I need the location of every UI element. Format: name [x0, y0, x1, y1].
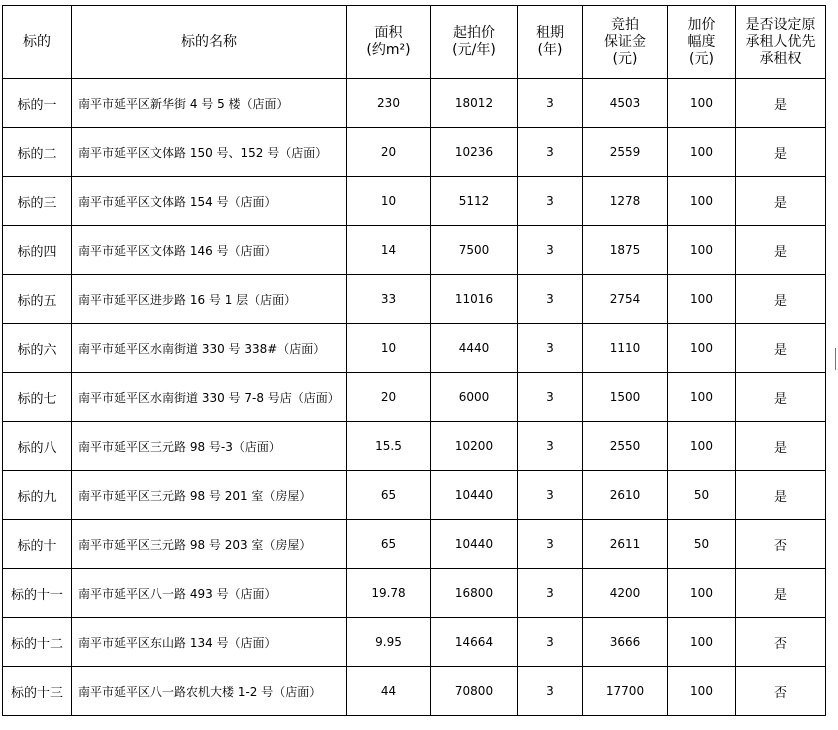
- term-cell: 3: [518, 520, 583, 569]
- header-area: [347, 6, 431, 79]
- priority-cell: 是: [736, 422, 826, 471]
- name-cell: 南平市延平区文体路 146 号（店面）: [72, 226, 347, 275]
- name-cell: 南平市延平区进步路 16 号 1 层（店面）: [72, 275, 347, 324]
- header-term-line-1: 租期: [536, 25, 564, 41]
- header-lot: [3, 6, 72, 79]
- header-increment-line-2: 幅度: [687, 33, 716, 50]
- table-row: [3, 79, 826, 128]
- name-cell: 南平市延平区三元路 98 号 201 室（房屋）: [72, 471, 347, 520]
- header-deposit: [583, 6, 668, 79]
- start-price-cell: 18012: [431, 79, 518, 128]
- header-deposit-line-1: 竞拍: [611, 16, 639, 33]
- area-cell: 19.78: [347, 569, 431, 618]
- name-cell: 南平市延平区东山路 134 号（店面）: [72, 618, 347, 667]
- table-row: [3, 520, 826, 569]
- name-cell: 南平市延平区三元路 98 号-3（店面）: [72, 422, 347, 471]
- name-cell: 南平市延平区三元路 98 号 203 室（房屋）: [72, 520, 347, 569]
- priority-cell: 否: [736, 667, 826, 716]
- lot-cell: 标的四: [3, 226, 72, 275]
- priority-cell: 是: [736, 471, 826, 520]
- name-cell: 南平市延平区水南街道 330 号 338#（店面）: [72, 324, 347, 373]
- term-cell: 3: [518, 471, 583, 520]
- header-priority-line-2: 承租人优先: [745, 33, 816, 50]
- increment-cell: 100: [668, 177, 736, 226]
- lot-cell: 标的三: [3, 177, 72, 226]
- header-lot-text: 标的: [23, 33, 51, 50]
- name-cell: 南平市延平区文体路 154 号（店面）: [72, 177, 347, 226]
- deposit-cell: 2550: [583, 422, 668, 471]
- term-cell: 3: [518, 128, 583, 177]
- increment-cell: 100: [668, 569, 736, 618]
- area-cell: 20: [347, 373, 431, 422]
- priority-cell: 是: [736, 226, 826, 275]
- name-cell: 南平市延平区水南街道 330 号 7-8 号店（店面）: [72, 373, 347, 422]
- lot-cell: 标的十三: [3, 667, 72, 716]
- lot-cell: 标的五: [3, 275, 72, 324]
- table-row: [3, 471, 826, 520]
- area-cell: 65: [347, 471, 431, 520]
- term-cell: 3: [518, 422, 583, 471]
- area-cell: 15.5: [347, 422, 431, 471]
- area-cell: 33: [347, 275, 431, 324]
- term-cell: 3: [518, 324, 583, 373]
- increment-cell: 100: [668, 422, 736, 471]
- increment-cell: 100: [668, 226, 736, 275]
- header-deposit-line-3: (元): [612, 50, 638, 67]
- increment-cell: 50: [668, 520, 736, 569]
- header-increment-line-1: 加价: [687, 16, 716, 33]
- header-priority: [736, 6, 826, 79]
- priority-cell: 是: [736, 569, 826, 618]
- header-start-price: [431, 6, 518, 79]
- term-cell: 3: [518, 569, 583, 618]
- increment-cell: 100: [668, 128, 736, 177]
- deposit-cell: 1110: [583, 324, 668, 373]
- lot-cell: 标的十: [3, 520, 72, 569]
- deposit-cell: 4503: [583, 79, 668, 128]
- table-row: [3, 226, 826, 275]
- start-price-cell: 14664: [431, 618, 518, 667]
- lot-cell: 标的九: [3, 471, 72, 520]
- lot-cell: 标的十一: [3, 569, 72, 618]
- increment-cell: 100: [668, 373, 736, 422]
- lot-cell: 标的十二: [3, 618, 72, 667]
- start-price-cell: 11016: [431, 275, 518, 324]
- header-deposit-line-2: 保证金: [604, 33, 646, 50]
- priority-cell: 是: [736, 79, 826, 128]
- term-cell: 3: [518, 177, 583, 226]
- area-cell: 65: [347, 520, 431, 569]
- start-price-cell: 10200: [431, 422, 518, 471]
- term-cell: 3: [518, 79, 583, 128]
- deposit-cell: 1278: [583, 177, 668, 226]
- header-area-line-2: (约m²): [366, 42, 411, 58]
- priority-cell: 是: [736, 128, 826, 177]
- priority-cell: 是: [736, 373, 826, 422]
- deposit-cell: 2559: [583, 128, 668, 177]
- lot-cell: 标的七: [3, 373, 72, 422]
- table-body: [3, 79, 826, 716]
- start-price-cell: 6000: [431, 373, 518, 422]
- area-cell: 9.95: [347, 618, 431, 667]
- term-cell: 3: [518, 226, 583, 275]
- auction-table: [2, 5, 826, 716]
- term-cell: 3: [518, 373, 583, 422]
- header-name: [72, 6, 347, 79]
- deposit-cell: 1875: [583, 226, 668, 275]
- lot-cell: 标的一: [3, 79, 72, 128]
- table-row: [3, 569, 826, 618]
- increment-cell: 100: [668, 275, 736, 324]
- header-term-line-2: (年): [537, 42, 563, 58]
- header-priority-line-3: 承租权: [759, 50, 802, 67]
- header-start-price-line-2: (元/年): [452, 42, 496, 58]
- area-cell: 10: [347, 177, 431, 226]
- header-increment-line-3: (元): [689, 50, 714, 67]
- deposit-cell: 3666: [583, 618, 668, 667]
- table-row: [3, 177, 826, 226]
- term-cell: 3: [518, 667, 583, 716]
- area-cell: 14: [347, 226, 431, 275]
- deposit-cell: 1500: [583, 373, 668, 422]
- priority-cell: 否: [736, 520, 826, 569]
- deposit-cell: 17700: [583, 667, 668, 716]
- area-cell: 10: [347, 324, 431, 373]
- table-row: [3, 275, 826, 324]
- edge-divider-mark: [835, 348, 836, 370]
- start-price-cell: 16800: [431, 569, 518, 618]
- priority-cell: 是: [736, 177, 826, 226]
- deposit-cell: 2611: [583, 520, 668, 569]
- start-price-cell: 10236: [431, 128, 518, 177]
- table-row: [3, 667, 826, 716]
- header-increment: [668, 6, 736, 79]
- table-row: [3, 373, 826, 422]
- deposit-cell: 2610: [583, 471, 668, 520]
- area-cell: 44: [347, 667, 431, 716]
- lot-cell: 标的二: [3, 128, 72, 177]
- header-area-line-1: 面积: [374, 25, 403, 41]
- increment-cell: 50: [668, 471, 736, 520]
- increment-cell: 100: [668, 324, 736, 373]
- start-price-cell: 5112: [431, 177, 518, 226]
- priority-cell: 是: [736, 324, 826, 373]
- name-cell: 南平市延平区八一路 493 号（店面）: [72, 569, 347, 618]
- increment-cell: 100: [668, 618, 736, 667]
- header-term: [518, 6, 583, 79]
- start-price-cell: 70800: [431, 667, 518, 716]
- start-price-cell: 10440: [431, 471, 518, 520]
- term-cell: 3: [518, 275, 583, 324]
- table-row: [3, 324, 826, 373]
- area-cell: 230: [347, 79, 431, 128]
- header-row: [3, 6, 826, 79]
- lot-cell: 标的六: [3, 324, 72, 373]
- start-price-cell: 7500: [431, 226, 518, 275]
- header-start-price-line-1: 起拍价: [453, 25, 495, 41]
- priority-cell: 否: [736, 618, 826, 667]
- lot-cell: 标的八: [3, 422, 72, 471]
- header-priority-line-1: 是否设定原: [745, 16, 816, 33]
- increment-cell: 100: [668, 667, 736, 716]
- deposit-cell: 2754: [583, 275, 668, 324]
- table-row: [3, 128, 826, 177]
- table-row: [3, 618, 826, 667]
- name-cell: 南平市延平区新华街 4 号 5 楼（店面）: [72, 79, 347, 128]
- name-cell: 南平市延平区文体路 150 号、152 号（店面）: [72, 128, 347, 177]
- priority-cell: 是: [736, 275, 826, 324]
- table-row: [3, 422, 826, 471]
- name-cell: 南平市延平区八一路农机大楼 1-2 号（店面）: [72, 667, 347, 716]
- term-cell: 3: [518, 618, 583, 667]
- start-price-cell: 4440: [431, 324, 518, 373]
- start-price-cell: 10440: [431, 520, 518, 569]
- deposit-cell: 4200: [583, 569, 668, 618]
- area-cell: 20: [347, 128, 431, 177]
- increment-cell: 100: [668, 79, 736, 128]
- header-name-text: 标的名称: [181, 33, 237, 50]
